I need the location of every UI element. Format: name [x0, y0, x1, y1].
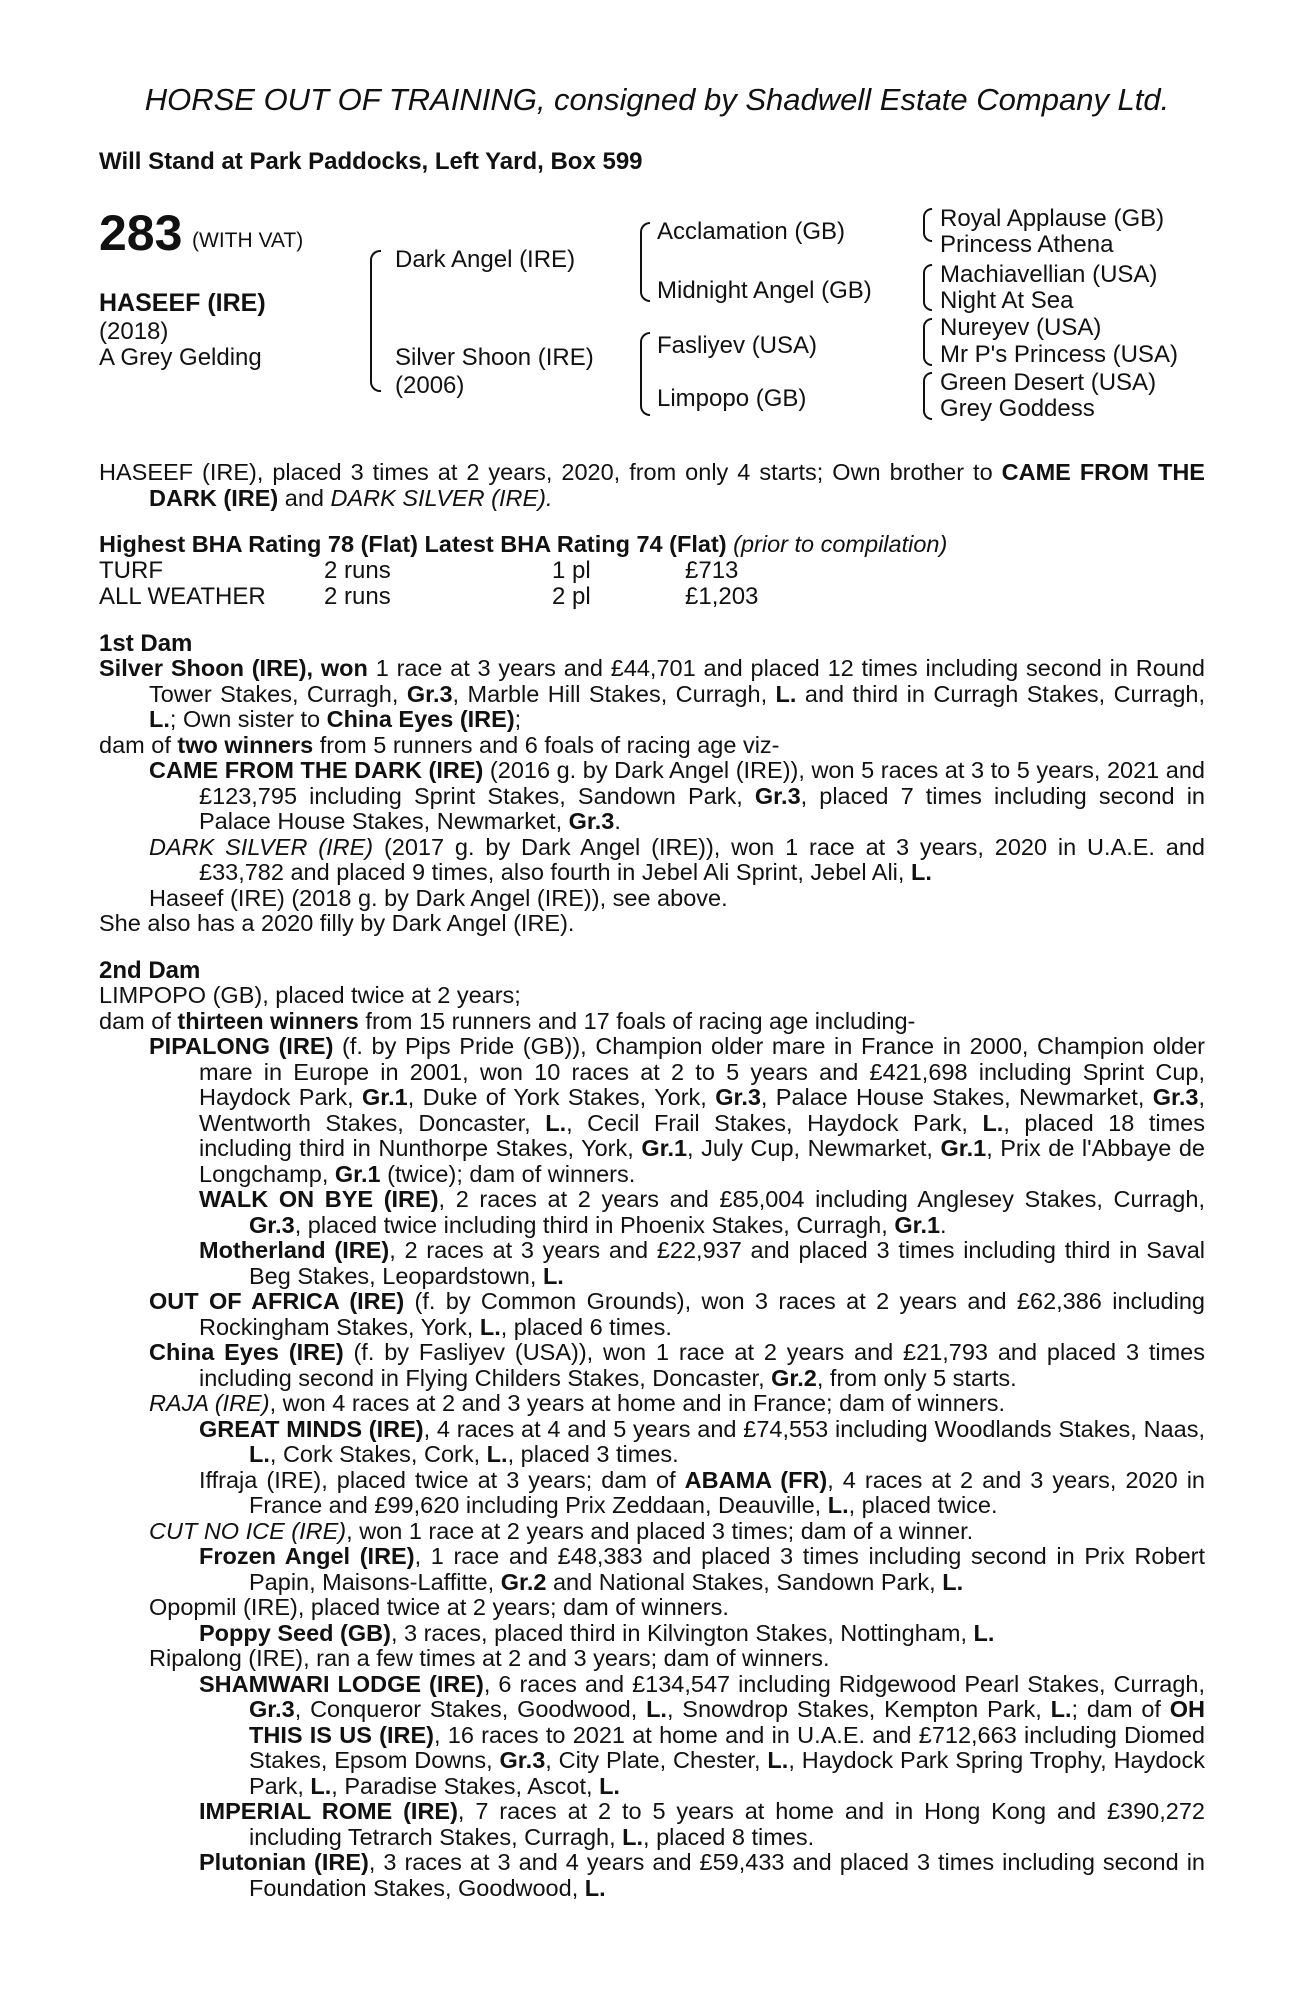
- grandsire-2: Machiavellian (USA): [940, 261, 1158, 288]
- stats-row-all-weather: ALL WEATHER 2 runs 2 pl £1,203: [99, 582, 759, 610]
- granddam-1: Princess Athena: [940, 231, 1114, 258]
- produce-entry: Ripalong (IRE), ran a few times at 2 and 3 years; dam of winners.: [149, 1645, 830, 1671]
- produce-entry: CUT NO ICE (IRE), won 1 race at 2 years and placed 3 times; dam of a winner.: [149, 1517, 974, 1544]
- produce-entry: China Eyes (IRE) (f. by Fasliyev (USA)), won 1 race at 2 years and £21,793 and placed 3 times including second in Flying Childers Stakes, Doncaster, Gr.2, from only 5 starts.: [149, 1339, 1205, 1391]
- granddam-4: Grey Goddess: [940, 395, 1095, 422]
- pedigree-brace: [923, 208, 932, 242]
- lot-number: 283: [99, 205, 183, 261]
- produce-entry: Iffraja (IRE), placed twice at 3 years; dam of ABAMA (FR), 4 races at 2 and 3 years, 2020 in France and £99,620 including Prix Zeddaan, Deauville, L., placed twice.: [199, 1466, 1206, 1518]
- dam-dam: Limpopo (GB): [657, 385, 807, 412]
- horse-description: A Grey Gelding: [99, 344, 262, 371]
- produce-entry: RAJA (IRE), won 4 races at 2 and 3 years at home and in France; dam of winners.: [149, 1390, 1005, 1416]
- sire-sire: Acclamation (GB): [657, 218, 846, 245]
- pedigree-brace: [923, 264, 932, 311]
- grandsire-1: Royal Applause (GB): [940, 205, 1165, 232]
- pedigree-brace: [640, 222, 650, 302]
- horse-year: (2018): [99, 318, 169, 345]
- produce-entry: Opopmil (IRE), placed twice at 2 years; dam of winners.: [149, 1594, 729, 1620]
- produce-entry: SHAMWARI LODGE (IRE), 6 races and £134,547 including Ridgewood Pearl Stakes, Curragh, Gr.3, Conqueror Stakes, Goodwood, L., Snowdrop Stakes, Kempton Park, L.; dam of OH THIS IS US (IRE), 16 races to 2021 at home and in U.A.E. and £712,663 including Diomed Stakes, Epsom Downs, Gr.3, City Plate, Chester, L., Haydock Park Spring Trophy, Haydock Park, L., Paradise Stakes, Ascot, L.: [199, 1670, 1206, 1799]
- produce-entry: IMPERIAL ROME (IRE), 7 races at 2 to 5 years at home and in Hong Kong and £390,272 including Tetrarch Stakes, Curragh, L., placed 8 times.: [199, 1798, 1205, 1850]
- granddam-2: Night At Sea: [940, 287, 1074, 314]
- produce-entry: DARK SILVER (IRE) (2017 g. by Dark Angel (IRE)), won 1 race at 3 years, 2020 in U.A.E. and £33,782 and placed 9 times, also fourth in Jebel Ali Sprint, Jebel Ali, L.: [149, 833, 1205, 885]
- page-title: HORSE OUT OF TRAINING, consigned by Shadwell Estate Company Ltd.: [144, 82, 1170, 117]
- dam: Silver Shoon (IRE): [395, 344, 594, 371]
- produce-entry: Haseef (IRE) (2018 g. by Dark Angel (IRE)), see above.: [149, 884, 728, 911]
- produce-entry: GREAT MINDS (IRE), 4 races at 4 and 5 years and £74,553 including Woodlands Stakes, Naas, L., Cork Stakes, Cork, L., placed 3 times.: [199, 1415, 1205, 1467]
- second-dam-entry: LIMPOPO (GB), placed twice at 2 years;: [99, 982, 521, 1008]
- produce-entry: OUT OF AFRICA (IRE) (f. by Common Grounds), won 3 races at 2 years and £62,386 including Rockingham Stakes, York, L., placed 6 times.: [149, 1288, 1205, 1340]
- produce-entry: Plutonian (IRE), 3 races at 3 and 4 years and £59,433 and placed 3 times including second in Foundation Stakes, Goodwood, L.: [199, 1849, 1205, 1901]
- filly-note: She also has a 2020 filly by Dark Angel (IRE).: [99, 910, 575, 936]
- horse-name: HASEEF (IRE): [99, 289, 266, 317]
- stats-row-turf: TURF 2 runs 1 pl £713: [99, 556, 739, 584]
- rating-line: Highest BHA Rating 78 (Flat) Latest BHA Rating 74 (Flat) (prior to compilation): [99, 531, 948, 557]
- second-dam-produce-line: dam of thirteen winners from 15 runners and 17 foals of racing age including-: [99, 1007, 916, 1034]
- vat-note: (WITH VAT): [192, 229, 304, 252]
- produce-entry: PIPALONG (IRE) (f. by Pips Pride (GB)), Champion older mare in France in 2000, Champion older mare in Europe in 2001, won 10 races at 2 to 5 years and £421,698 including Sprint Cup, Haydock Park, Gr.1, Duke of York Stakes, York, Gr.3, Palace House Stakes, Newmarket, Gr.3, Wentworth Stakes, Doncaster, L., Cecil Frail Stakes, Haydock Park, L., placed 18 times including third in Nunthorpe Stakes, York, Gr.1, July Cup, Newmarket, Gr.1, Prix de l'Abbaye de Longchamp, Gr.1 (twice); dam of winners.: [149, 1033, 1206, 1187]
- produce-entry: CAME FROM THE DARK (IRE) (2016 g. by Dark Angel (IRE)), won 5 races at 3 to 5 years, 2021 and £123,795 including Sprint Stakes, Sandown Park, Gr.3, placed 7 times including second in Palace House Stakes, Newmarket, Gr.3.: [149, 757, 1205, 834]
- grandsire-4: Green Desert (USA): [940, 369, 1157, 396]
- produce-entry: Motherland (IRE), 2 races at 3 years and £22,937 and placed 3 times including third in Saval Beg Stakes, Leopardstown, L.: [199, 1237, 1205, 1289]
- first-dam-heading: 1st Dam: [99, 629, 193, 657]
- pedigree-brace: [923, 318, 932, 366]
- dam-sire: Fasliyev (USA): [657, 332, 818, 359]
- dam-year: (2006): [395, 372, 465, 399]
- produce-entry: WALK ON BYE (IRE), 2 races at 2 years and £85,004 including Anglesey Stakes, Curragh, Gr.3, placed twice including third in Phoenix Stakes, Curragh, Gr.1.: [199, 1186, 1205, 1238]
- sire: Dark Angel (IRE): [395, 246, 576, 273]
- catalogue-body: [99, 460, 1205, 1901]
- sire-dam: Midnight Angel (GB): [657, 277, 872, 304]
- first-dam-entry: Silver Shoon (IRE), won 1 race at 3 years and £44,701 and placed 12 times including second in Round Tower Stakes, Curragh, Gr.3, Marble Hill Stakes, Curragh, L. and third in Curragh Stakes, Curragh, L.; Own sister to China Eyes (IRE);: [99, 655, 1205, 732]
- pedigree-brace: [370, 250, 381, 392]
- grandsire-3: Nureyev (USA): [940, 314, 1102, 341]
- stand-location: Will Stand at Park Paddocks, Left Yard, Box 599: [99, 148, 643, 175]
- produce-entry: Frozen Angel (IRE), 1 race and £48,383 and placed 3 times including second in Prix Robert Papin, Maisons-Laffitte, Gr.2 and National Stakes, Sandown Park, L.: [199, 1543, 1205, 1595]
- summary-paragraph: HASEEF (IRE), placed 3 times at 2 years, 2020, from only 4 starts; Own brother to CAME FROM THE DARK (IRE) and DARK SILVER (IRE).: [99, 459, 1205, 511]
- first-dam-produce-line: dam of two winners from 5 runners and 6 foals of racing age viz-: [99, 731, 780, 758]
- granddam-3: Mr P's Princess (USA): [940, 341, 1178, 368]
- pedigree-brace: [640, 332, 650, 416]
- second-dam-heading: 2nd Dam: [99, 956, 201, 984]
- produce-entry: Poppy Seed (GB), 3 races, placed third in Kilvington Stakes, Nottingham, L.: [199, 1619, 995, 1646]
- pedigree-brace: [923, 372, 932, 420]
